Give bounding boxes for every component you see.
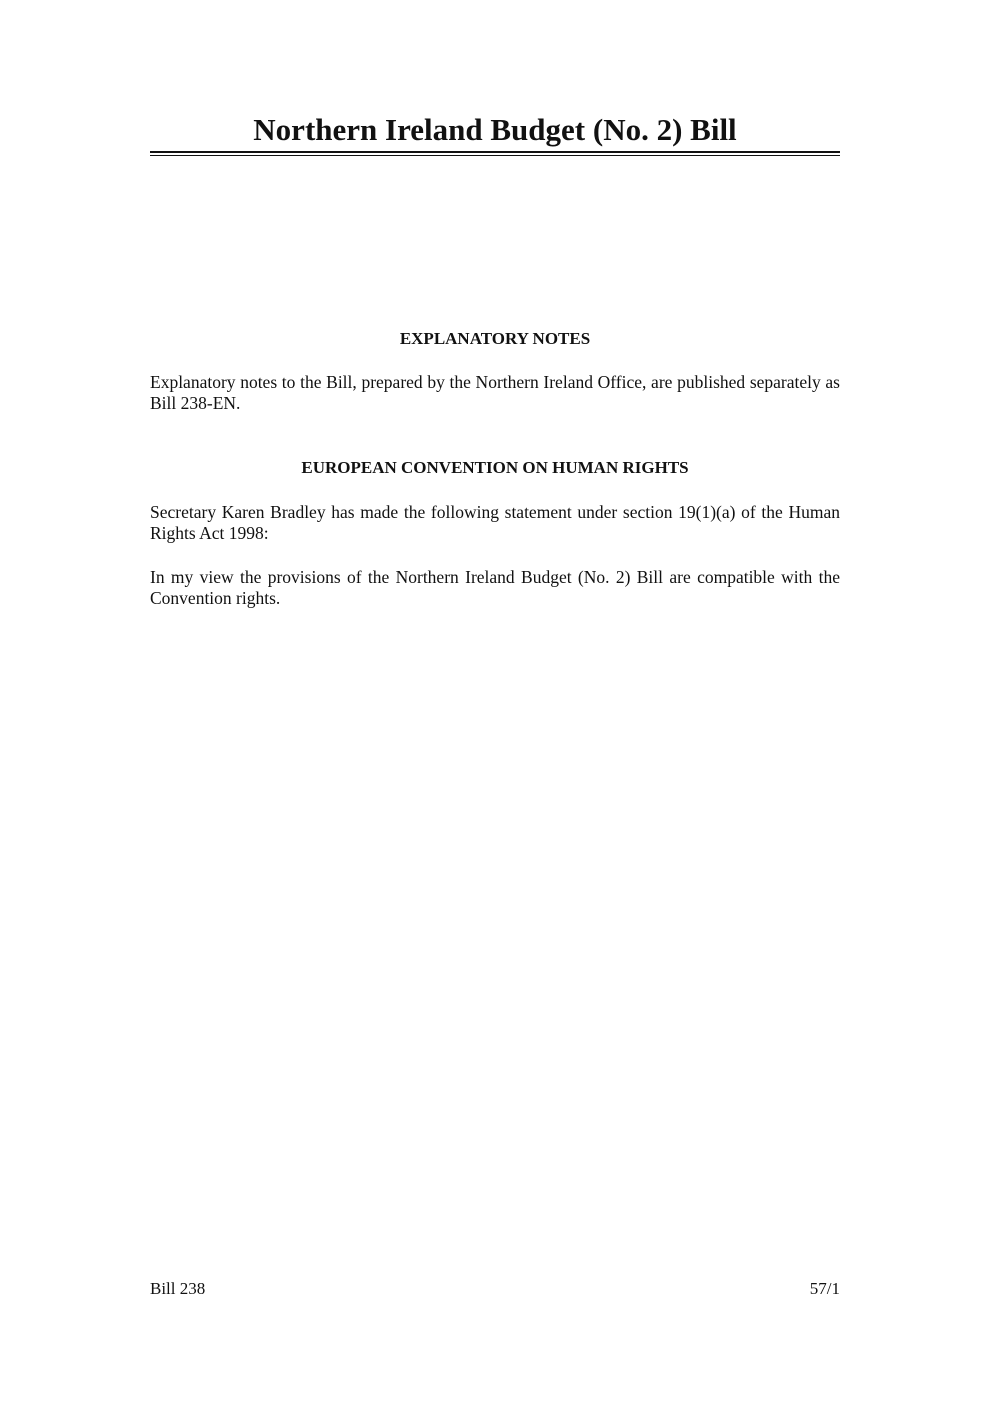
title-rule-thick xyxy=(150,151,840,153)
document-title: Northern Ireland Budget (No. 2) Bill xyxy=(253,112,737,147)
footer-bill-number: Bill 238 xyxy=(150,1279,206,1298)
explanatory-notes-heading: EXPLANATORY NOTES xyxy=(399,329,591,348)
footer-print-reference: 57/1 xyxy=(809,1279,840,1298)
echr-heading: EUROPEAN CONVENTION ON HUMAN RIGHTS xyxy=(301,458,689,477)
echr-compatibility-paragraph: In my view the provisions of the Northern Ireland Budget (No. 2) Bill are compatible with the Convention rights. xyxy=(150,567,840,608)
title-rule-thin xyxy=(150,155,840,156)
explanatory-notes-paragraph: Explanatory notes to the Bill, prepared by the Northern Ireland Office, are published separately as Bill 238-EN. xyxy=(150,372,840,413)
echr-statement-paragraph: Secretary Karen Bradley has made the following statement under section 19(1)(a) of the Human Rights Act 1998: xyxy=(150,502,840,543)
